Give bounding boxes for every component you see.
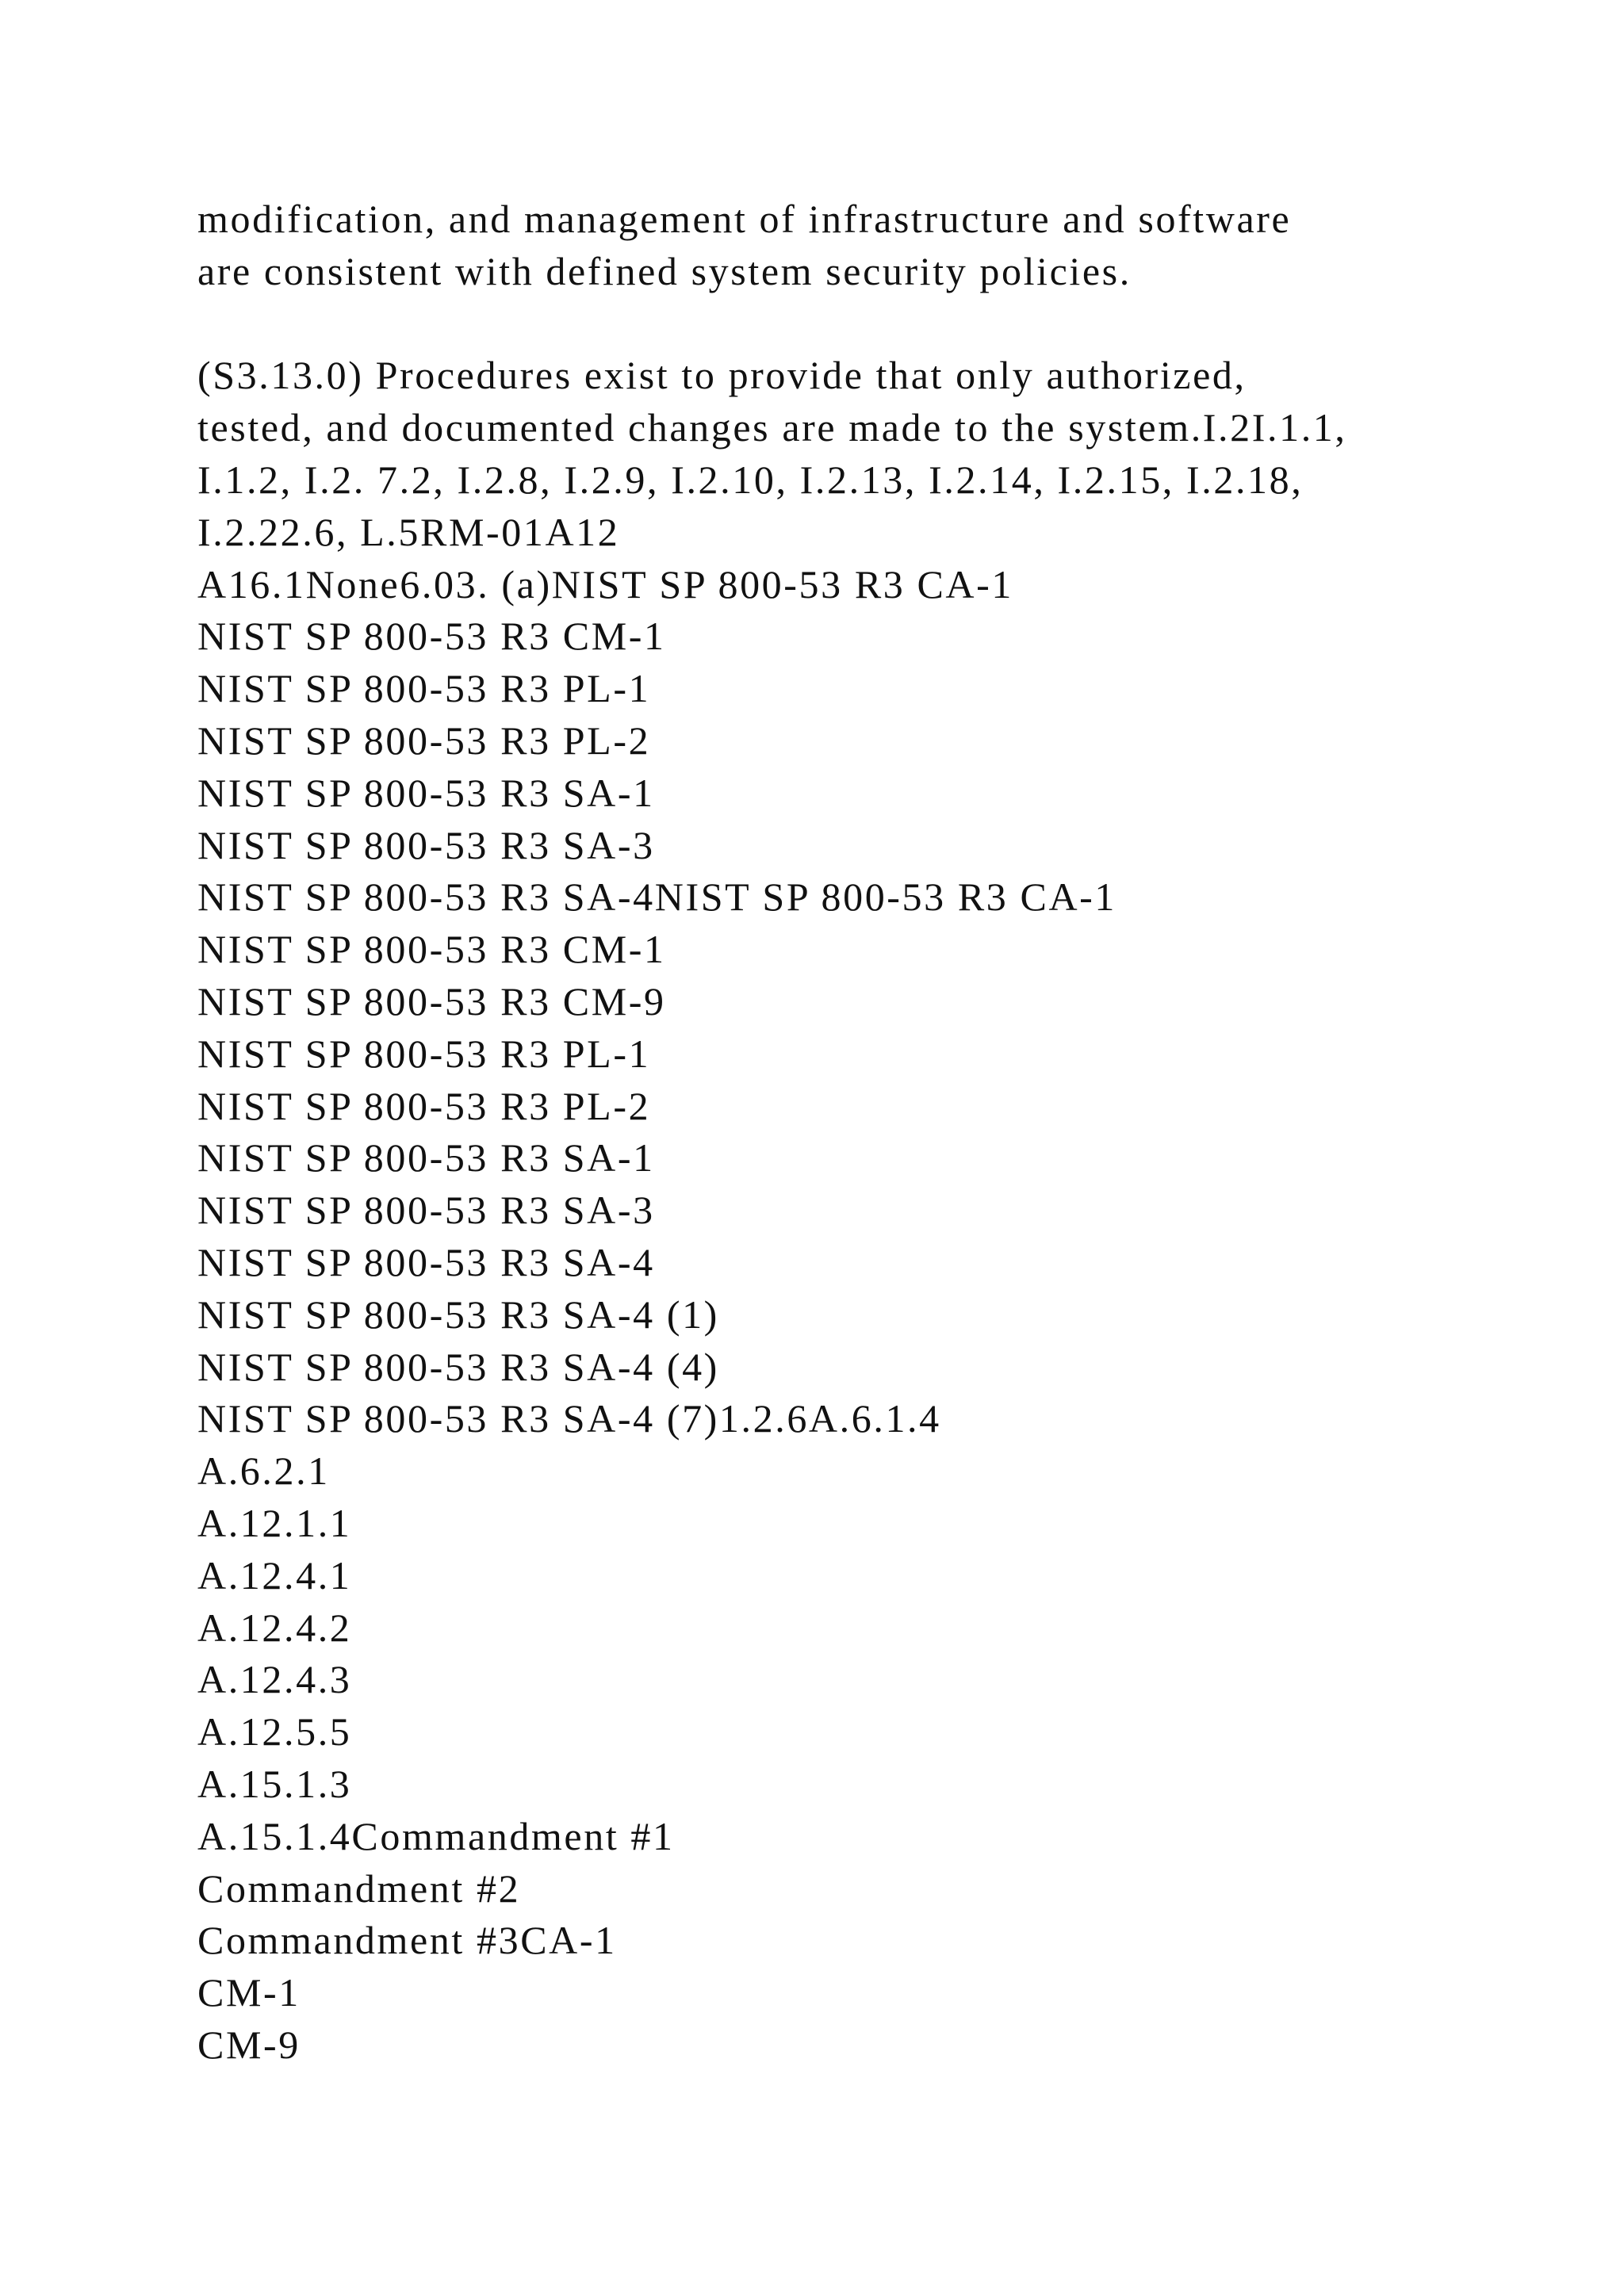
text-line: NIST SP 800-53 R3 SA-1 (197, 770, 655, 815)
text-line: NIST SP 800-53 R3 SA-4NIST SP 800-53 R3 CA-1 (197, 874, 1117, 920)
text-line: tested, and documented changes are made to the system.I.2I.1.1, (197, 405, 1347, 450)
text-line: A.12.4.2 (197, 1605, 352, 1650)
text-line: NIST SP 800-53 R3 CM-1 (197, 927, 666, 972)
text-line: CM-9 (197, 2022, 301, 2067)
text-line: modification, and management of infrastructure and software (197, 197, 1292, 241)
text-line: NIST SP 800-53 R3 SA-4 (7)1.2.6A.6.1.4 (197, 1396, 941, 1441)
text-line: NIST SP 800-53 R3 SA-4 (1) (197, 1292, 719, 1337)
text-line: A.12.1.1 (197, 1500, 352, 1545)
text-line: NIST SP 800-53 R3 PL-2 (197, 718, 651, 763)
text-line: A.12.4.1 (197, 1552, 352, 1598)
text-line: NIST SP 800-53 R3 SA-3 (197, 1188, 655, 1233)
text-line: A.12.4.3 (197, 1657, 352, 1702)
text-line: NIST SP 800-53 R3 SA-4 (4) (197, 1344, 719, 1389)
text-line: A.12.5.5 (197, 1709, 352, 1755)
text-line: Commandment #3CA-1 (197, 1918, 617, 1963)
text-line: CM-1 (197, 1970, 301, 2015)
text-line: NIST SP 800-53 R3 SA-1 (197, 1135, 655, 1181)
text-line: A.6.2.1 (197, 1448, 330, 1494)
text-line: NIST SP 800-53 R3 PL-1 (197, 666, 651, 711)
text-line: NIST SP 800-53 R3 SA-3 (197, 822, 655, 867)
text-line: (S3.13.0) Procedures exist to provide that only authorized, (197, 353, 1247, 398)
text-line: are consistent with defined system security policies. (197, 248, 1132, 293)
text-line: A.15.1.3 (197, 1761, 352, 1806)
text-line: NIST SP 800-53 R3 PL-2 (197, 1083, 651, 1128)
text-line: A16.1None6.03. (a)NIST SP 800-53 R3 CA-1 (197, 561, 1013, 607)
document-body (197, 193, 1506, 2072)
text-line: NIST SP 800-53 R3 PL-1 (197, 1031, 651, 1076)
text-line: A.15.1.4Commandment #1 (197, 1813, 675, 1858)
text-line: Commandment #2 (197, 1866, 521, 1911)
text-line: NIST SP 800-53 R3 CM-1 (197, 614, 666, 659)
text-line: NIST SP 800-53 R3 CM-9 (197, 978, 666, 1024)
text-line: NIST SP 800-53 R3 SA-4 (197, 1239, 655, 1284)
text-line: I.1.2, I.2. 7.2, I.2.8, I.2.9, I.2.10, I.2.13, I.2.14, I.2.15, I.2.18, (197, 457, 1304, 502)
paragraph-spacer (197, 298, 1506, 350)
text-line: I.2.22.6, L.5RM-01A12 (197, 509, 620, 554)
